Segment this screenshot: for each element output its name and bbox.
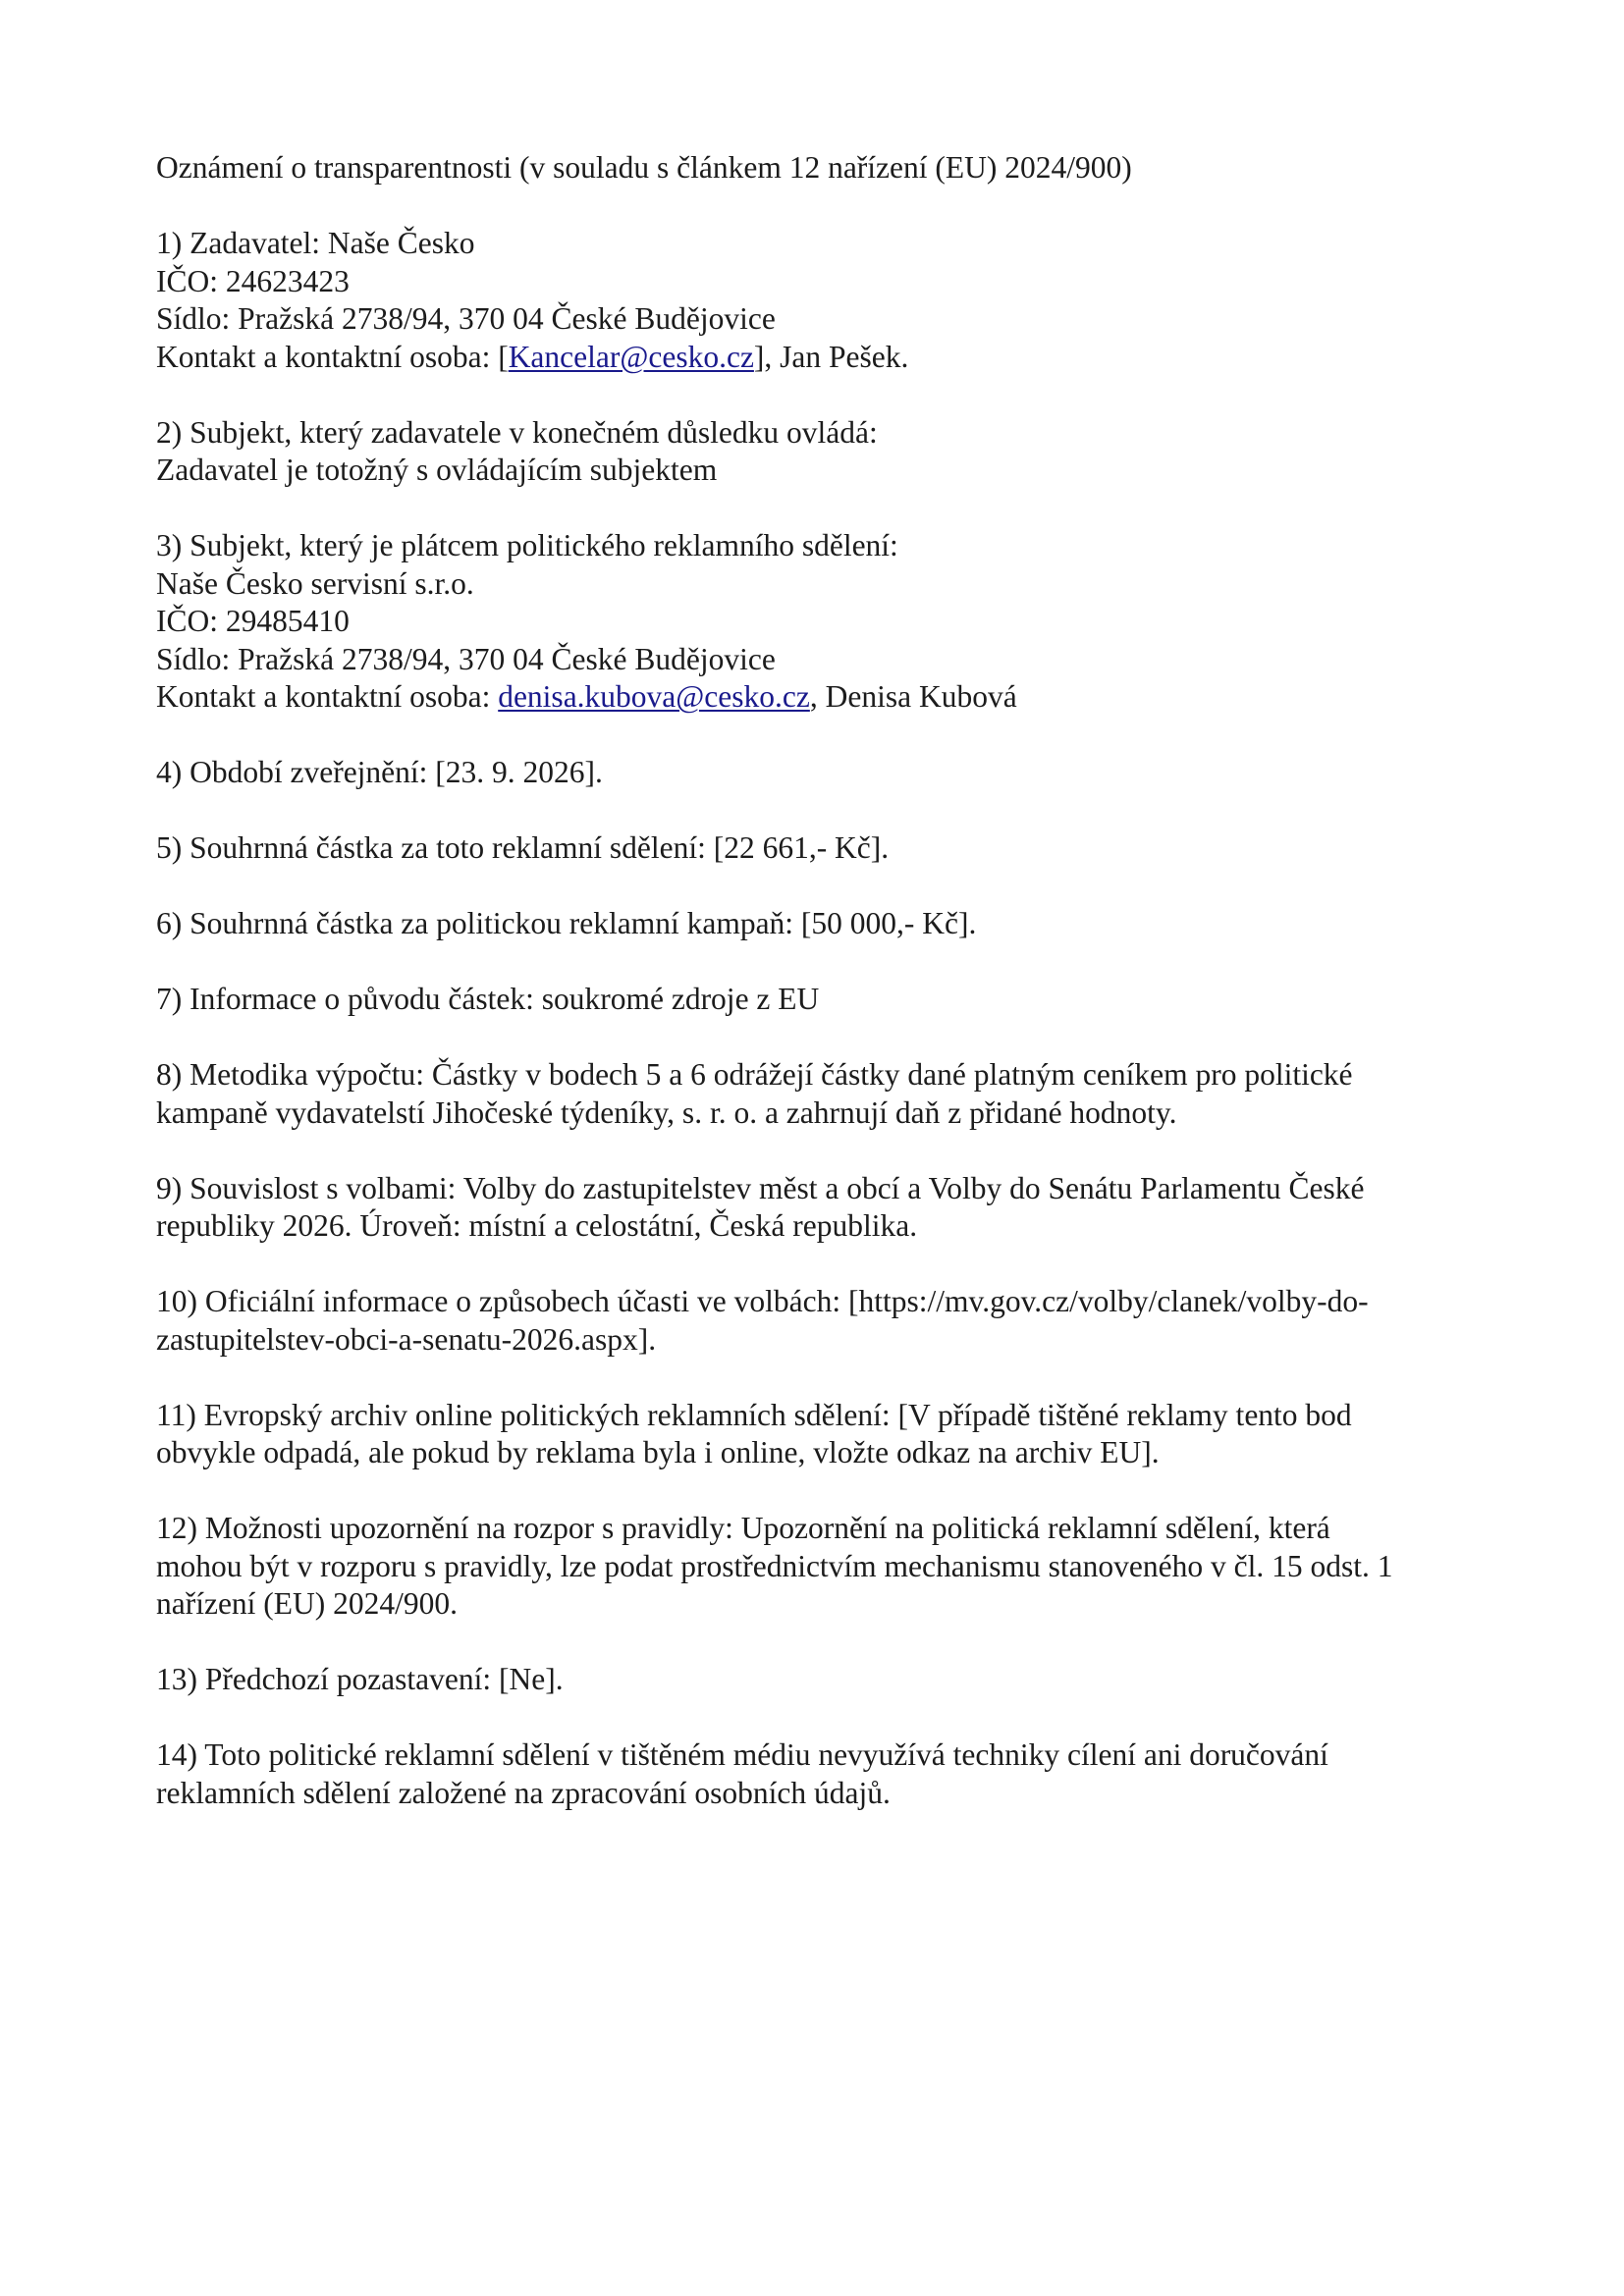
section-8-methodology [156, 1056, 1491, 1132]
spacer [156, 1246, 1491, 1284]
s9-line2: republiky 2026. Úroveň: místní a celostátní, Česká republika. [156, 1208, 918, 1243]
spacer [156, 943, 1491, 982]
s11-line1: 11) Evropský archiv online politických reklamních sdělení: [V případě tištěné reklamy tento bod [156, 1397, 1352, 1432]
s3-contact-suffix: , Denisa Kubová [809, 679, 1017, 714]
s10-line2: zastupitelstev-obci-a-senatu-2026.aspx]. [156, 1321, 657, 1357]
s2-line2: Zadavatel je totožný s ovládajícím subjektem [156, 453, 718, 487]
spacer [156, 1699, 1491, 1737]
s8-line2: kampaně vydavatelstí Jihočeské týdeníky, s. r. o. a zahrnují daň z přidané hodnoty. [156, 1095, 1177, 1130]
spacer [156, 376, 1491, 414]
section-13-previous-suspension: 13) Předchozí pozastavení: [Ne]. [156, 1662, 564, 1696]
section-5-ad-amount: 5) Souhrnná částka za toto reklamní sdělení: [22 661,- Kč]. [156, 830, 890, 865]
section-10-official-info [156, 1283, 1491, 1359]
section-14-targeting [156, 1736, 1491, 1812]
section-1-zadavatel [156, 225, 1491, 376]
s2-line1: 2) Subjekt, který zadavatele v konečném důsledku ovládá: [156, 414, 878, 450]
s3-line3: IČO: 29485410 [156, 604, 350, 638]
s8-line1: 8) Metodika výpočtu: Částky v bodech 5 a 6 odrážejí částky dané platným ceníkem pro politické [156, 1057, 1353, 1092]
section-4-publication-period: 4) Období zveřejnění: [23. 9. 2026]. [156, 755, 603, 789]
spacer [156, 1624, 1491, 1662]
spacer [156, 1132, 1491, 1170]
s14-line1: 14) Toto politické reklamní sdělení v tištěném médiu nevyužívá techniky cílení ani doručování [156, 1737, 1328, 1772]
spacer [156, 868, 1491, 906]
section-7-funding-origin: 7) Informace o původu částek: soukromé zdroje z EU [156, 982, 820, 1016]
s1-contact-line [156, 339, 1491, 377]
section-11-eu-archive [156, 1397, 1491, 1472]
spacer [156, 792, 1491, 830]
s3-contact-prefix: Kontakt a kontaktní osoba: [156, 679, 499, 714]
s1-email-link[interactable]: Kancelar@cesko.cz [508, 339, 754, 374]
s11-line2: obvykle odpadá, ale pokud by reklama byla i online, vložte odkaz na archiv EU]. [156, 1435, 1160, 1469]
s10-line1: 10) Oficiální informace o způsobech účasti ve volbách: [https://mv.gov.cz/volby/clanek/volby-do- [156, 1284, 1369, 1318]
spacer [156, 187, 1491, 226]
s1-line3: Sídlo: Pražská 2738/94, 370 04 České Budějovice [156, 301, 776, 336]
s1-line1: 1) Zadavatel: Naše Česko [156, 226, 475, 260]
section-3-payer [156, 527, 1491, 717]
s3-line4: Sídlo: Pražská 2738/94, 370 04 České Budějovice [156, 641, 776, 676]
section-9-elections [156, 1170, 1491, 1246]
section-12-complaints [156, 1510, 1491, 1624]
spacer [156, 490, 1491, 528]
section-2-controlling-entity [156, 414, 1491, 490]
spacer [156, 1359, 1491, 1397]
s12-line2: mohou být v rozporu s pravidly, lze podat prostřednictvím mechanismu stanoveného v čl. 15 odst. 1 [156, 1548, 1393, 1583]
document-page [156, 149, 1491, 1812]
section-6-campaign-amount: 6) Souhrnná částka za politickou reklamní kampaň: [50 000,- Kč]. [156, 906, 977, 940]
s1-contact-prefix: Kontakt a kontaktní osoba: [ [156, 339, 509, 374]
s3-line2: Naše Česko servisní s.r.o. [156, 565, 474, 601]
s12-line3: nařízení (EU) 2024/900. [156, 1586, 459, 1621]
s12-line1: 12) Možnosti upozornění na rozpor s pravidly: Upozornění na politická reklamní sdělení, která [156, 1511, 1330, 1545]
spacer [156, 717, 1491, 755]
s1-contact-suffix: ], Jan Pešek. [753, 339, 909, 374]
s14-line2: reklamních sdělení založené na zpracování osobních údajů. [156, 1775, 891, 1810]
s3-line1: 3) Subjekt, který je plátcem politického reklamního sdělení: [156, 528, 898, 562]
s1-line2: IČO: 24623423 [156, 263, 350, 298]
document-title: Oznámení o transparentnosti (v souladu s článkem 12 nařízení (EU) 2024/900) [156, 150, 1132, 185]
s9-line1: 9) Souvislost s volbami: Volby do zastupitelstev měst a obcí a Volby do Senátu Parlamentu České [156, 1170, 1365, 1205]
spacer [156, 1019, 1491, 1057]
spacer [156, 1472, 1491, 1511]
s3-contact-line [156, 678, 1491, 717]
s3-email-link[interactable]: denisa.kubova@cesko.cz [498, 679, 810, 714]
